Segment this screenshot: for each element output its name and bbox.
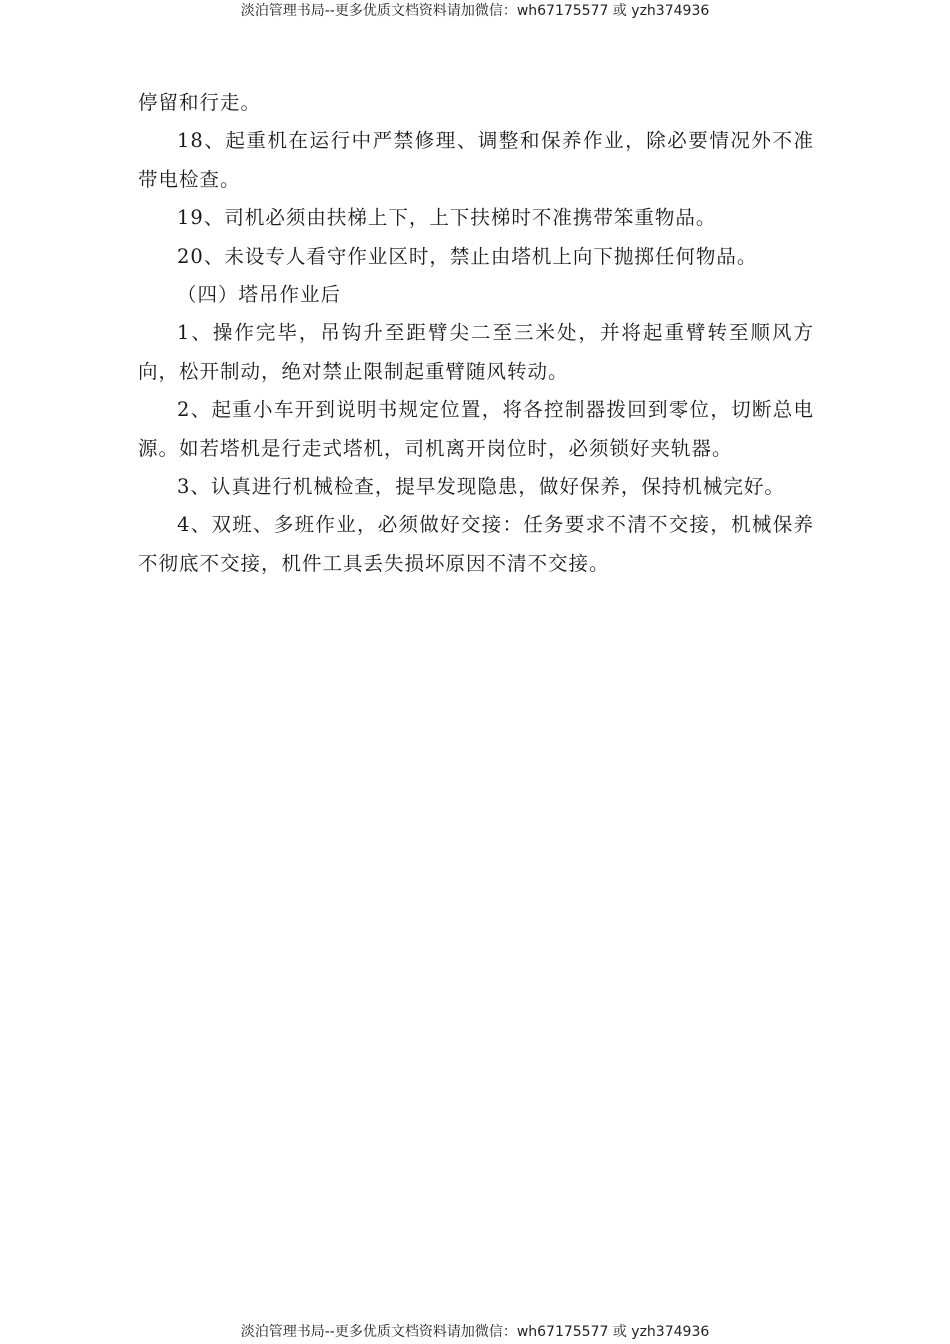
paragraph-item-1: 1、操作完毕，吊钩升至距臂尖二至三米处，并将起重臂转至顺风方向，松开制动，绝对禁止限制起重臂随风转动。 bbox=[138, 321, 814, 383]
paragraph-item-4: 4、双班、多班作业，必须做好交接：任务要求不清不交接，机械保养不彻底不交接，机件工具丢失损坏原因不清不交接。 bbox=[138, 513, 814, 575]
paragraph-item-2: 2、起重小车开到说明书规定位置，将各控制器拨回到零位，切断总电源。如若塔机是行走式塔机，司机离开岗位时，必须锁好夹轨器。 bbox=[138, 398, 814, 460]
paragraph-continuation: 停留和行走。 bbox=[138, 91, 262, 114]
paragraph-item-3: 3、认真进行机械检查，提早发现隐患，做好保养，保持机械完好。 bbox=[177, 475, 785, 499]
page-footer: 淡泊管理书局--更多优质文档资料请加微信：wh67175577 或 yzh374936 bbox=[240, 1324, 710, 1340]
paragraph-item-19: 19、司机必须由扶梯上下，上下扶梯时不准携带笨重物品。 bbox=[177, 206, 717, 230]
paragraph-item-20: 20、未设专人看守作业区时，禁止由塔机上向下抛掷任何物品。 bbox=[177, 244, 758, 268]
page-header: 淡泊管理书局--更多优质文档资料请加微信：wh67175577 或 yzh374936 bbox=[240, 3, 710, 19]
document-body bbox=[138, 84, 814, 583]
section-heading: （四）塔吊作业后 bbox=[177, 283, 342, 307]
paragraph-item-18: 18、起重机在运行中严禁修理、调整和保养作业，除必要情况外不准带电检查。 bbox=[138, 129, 814, 191]
